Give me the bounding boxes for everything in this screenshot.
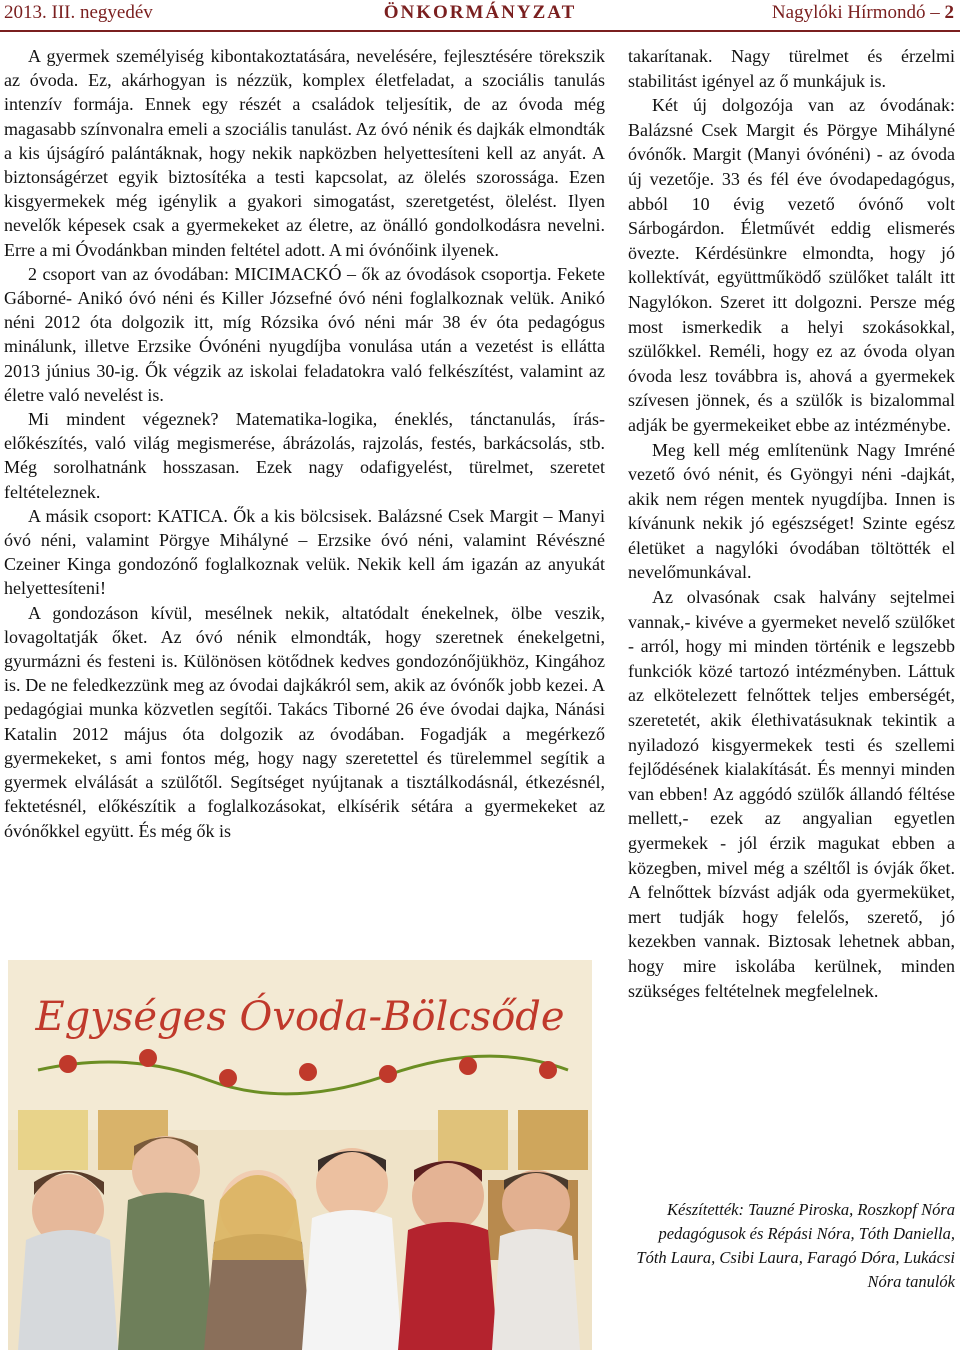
article-paragraph: Két új dolgozója van az óvodának: Balázsné Csek Margit és Pörgye Mihályné óvónők. Margit (Manyi óvónéni) - az óvoda új vezetője. 33 és fél éve óvodapedagógus, abból 10 évig vezető óvónő volt Sárbogárdon. Életművét eddig elismerés övezte. Kérdésünkre elmondta, hogy jó kollektívát, együttműködő szülőket talált itt Nagylókon. Szeret itt dolgozni. Persze még most ismerkedik a helyi szokásokkal, szülőkkel. Reméli, hogy ez az óvoda olyan óvoda lesz továbbra is, ahová a gyermekek szívesen jönnek, és a szülők is bizalommal adják be gyermekeiket ebbe az intézménybe. bbox=[628, 95, 955, 435]
section-title: ÖNKORMÁNYZAT bbox=[383, 2, 577, 23]
person-5 bbox=[398, 1160, 498, 1350]
article-paragraph: Az olvasónak csak halvány sejtelmei vannak,- kivéve a gyermeket nevelő szülőket - arról, hogy mi minden történik e legszebb funkciók közé tartozó intézményben. Láttuk az elkötelezett felnőttek teljes emberségét, szeretetét, akik élethivatásuknak tekintik a nyiladozó kisgyermekek testi és szellemi fejlődésének kialakítását. És mennyi minden van ebben! Az aggódó szülők állandó féltése mellett,- ezek az angyalian egyetlen gyermekek - jól érzik magukat ebben a közegben, mivel még a széltől is óvják őket. A felnőttek bízvást adják oda gyermeküket, mert tudják hogy felelős, szerető, jó kezekben vannak. Biztosak lehetnek abban, hogy mire iskolába kerülnek, minden szükséges feltételnek megfelelnek. bbox=[628, 587, 955, 1001]
article-paragraph: Meg kell még említenünk Nagy Imréné vezető óvó nénit, és Gyöngyi néni -dajkát, akik nem régen mentek nyugdíjba. Innen is kívánunk nekik jó egészséget! Szinte egész életüket a nagylóki óvodában töltötték el nevelőmunkával. bbox=[628, 439, 955, 583]
article-paragraph: A gyermek személyiség kibontakoztatására, nevelésére, fejlesztésére törekszik az óvoda. Ez, akárhogyan is nézzük, komplex életfeladat, a szociális tanulás intenzív formája. Ennek egy részét a családok teljesítik, de az óvoda még magasabb színvonalra emeli a szociális tanulást. Az óvó nénik és dajkák elmondták a kis újságíró palántáknak, hogy nekik napközben helyettesíteni kell az anyát. A biztonságérzet egyik biztosítéka a testi kapcsolat, az ölelés szorossága. Ezen kisgyermekek még igénylik a gyakori simogatást, szeretgetést, ölelést. Ilyen nevelők képesek csak a gyermekeket az életre, az önálló gondolkodásra nevelni. Erre a mi Óvodánkban minden feltétel adott. A mi óvónőink ilyenek. bbox=[4, 46, 605, 260]
article-paragraph: A gondozáson kívül, mesélnek nekik, altatódalt énekelnek, ölbe veszik, lovagoltatják őket. Az óvó nénik elmondták, hogy szeretnek énekelgetni, gyurmázni és festeni is. Különösen kötődnek kedves gondozónőjükhöz, Kingához is. De ne feledkezzünk meg az óvodai dajkákról sem, akik az óvónők jobb kezei. A pedagógiai munka közvetlen segítői. Takács Tiborné 26 éve óvodai dajka, Nánási Katalin 2012 május óta dolgozik az óvodában. Fogadják a megérkező gyermekeket, s ami fontos még, hogy nagy szeretettel és türelemmel segítik a gyermek elválását a szülőtől. Segítséget nyújtanak a tisztálkodásnál, étkezésnél, fektetésnél, előkészítik a foglalkozásokat, elkísérik sétára a gyermekeket az óvónőkkel együtt. És még ők is bbox=[4, 602, 605, 841]
wall-banner-text: Egységes Óvoda-Bölcsőde bbox=[35, 994, 565, 1040]
article-paragraph: 2 csoport van az óvodában: MICIMACKÓ – ők az óvodások csoportja. Fekete Gáborné- Anikó óvó néni és Killer Józsefné óvó néni foglalkoznak velük. Anikó néni 2012 óta dolgozik itt, míg Rózsika óvó néni már 38 év óta pedagógus minálunk, illetve Erzsike Óvónéni nyugdíjba vonulása után a vezetést is ellátta 2013 június 30-ig. Ők végzik az iskolai feladatokra való felkészítést, valamint az életre való nevelést is. bbox=[4, 263, 605, 405]
issue-date: 2013. III. negyedév bbox=[4, 2, 153, 23]
article-paragraph: Mi mindent végeznek? Matematika-logika, éneklés, tánctanulás, írás-előkészítés, való világ megismerése, ábrázolás, rajzolás, festés, barkácsolás, stb. Még sorolhatnánk hosszasan. Ezek nagy odafigyelést, türelmet, szeretet feltételeznek. bbox=[4, 409, 605, 502]
right-column bbox=[628, 44, 955, 1003]
article-credits: Készítették: Tauzné Piroska, Roszkopf Nóra pedagógusok és Répási Nóra, Tóth Daniella, Tóth Laura, Csibi Laura, Faragó Dóra, Lukácsi Nóra tanulók bbox=[636, 1200, 955, 1291]
person-4 bbox=[302, 1148, 402, 1350]
page-number: 2 bbox=[944, 2, 954, 23]
person-2 bbox=[118, 1136, 214, 1350]
upper-wall bbox=[8, 960, 592, 1130]
group-photo-illustration bbox=[8, 960, 592, 1350]
person-6 bbox=[492, 1170, 580, 1350]
page-header bbox=[0, 0, 960, 32]
article-paragraph: takarítanak. Nagy türelmet és érzelmi stabilitást igényel az ő munkájuk is. bbox=[628, 46, 955, 91]
left-column bbox=[4, 44, 605, 843]
publication-title bbox=[772, 2, 954, 24]
newspaper-name: Nagylóki Hírmondó – bbox=[771, 2, 940, 23]
group-photo bbox=[8, 960, 592, 1350]
article-paragraph: A másik csoport: KATICA. Ők a kis bölcsisek. Balázsné Csek Margit – Manyi óvó néni, valamint Pörgye Mihályné – Erzsike óvó néni, valamint Révészné Czeiner Kinga gondozónő foglalkoznak velük. Nekik kell ám igazán az anyukát helyettesíteni! bbox=[4, 505, 605, 599]
